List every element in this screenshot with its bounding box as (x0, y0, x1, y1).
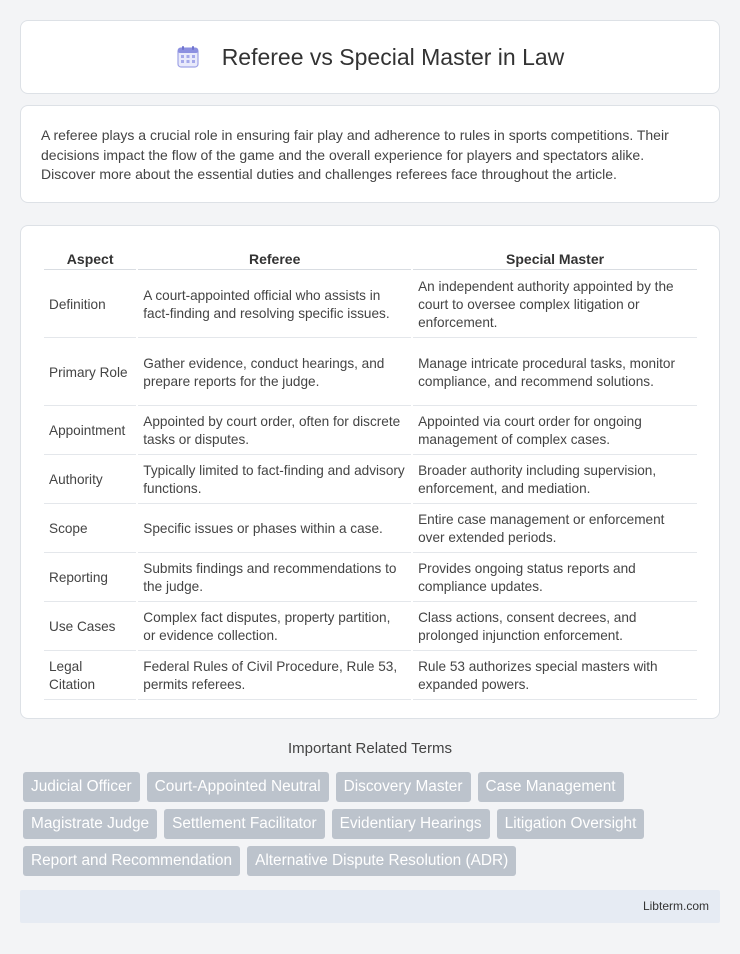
related-terms-title: Important Related Terms (288, 740, 452, 757)
cell-aspect: Authority (44, 457, 136, 504)
page-title: Referee vs Special Master in Law (221, 43, 565, 70)
table-row (44, 506, 697, 553)
table-header-row (44, 248, 697, 270)
cell-special-master: Broader authority including supervision, enforcement, and mediation. (413, 457, 697, 504)
related-term-tag[interactable]: Discovery Master (336, 772, 471, 802)
related-term-tag[interactable]: Court-Appointed Neutral (147, 772, 329, 802)
cell-referee: Federal Rules of Civil Procedure, Rule 53, permits referees. (138, 653, 411, 700)
related-term-tag[interactable]: Magistrate Judge (23, 809, 157, 839)
cell-aspect: Primary Role (44, 340, 136, 406)
table-row (44, 408, 697, 455)
cell-referee: Appointed by court order, often for discrete tasks or disputes. (138, 408, 411, 455)
cell-referee: Typically limited to fact-finding and advisory functions. (138, 457, 411, 504)
footer-site-link[interactable]: Libterm.com (642, 899, 709, 913)
related-term-tag[interactable]: Case Management (478, 772, 624, 802)
header-special-master: Special Master (413, 248, 697, 270)
cell-aspect: Reporting (44, 555, 136, 602)
intro-text: A referee plays a crucial role in ensuring fair play and adherence to rules in sports competitions. Their decisions impact the flow of the game and the overall experience for players and spectators alike. Discover more about the essential duties and challenges referees face throughout the article. (41, 127, 669, 182)
table-row (44, 604, 697, 651)
related-term-tag[interactable]: Litigation Oversight (497, 809, 645, 839)
table-row (44, 653, 697, 700)
header-aspect: Aspect (44, 248, 136, 270)
cell-special-master: Rule 53 authorizes special masters with expanded powers. (413, 653, 697, 700)
cell-referee: Gather evidence, conduct hearings, and prepare reports for the judge. (138, 340, 411, 406)
table-row (44, 340, 697, 406)
related-term-tag[interactable]: Settlement Facilitator (164, 809, 325, 839)
cell-special-master: Class actions, consent decrees, and prolonged injunction enforcement. (413, 604, 697, 651)
cell-aspect: Definition (44, 272, 136, 338)
cell-special-master: Entire case management or enforcement over extended periods. (413, 506, 697, 553)
table-row (44, 457, 697, 504)
cell-referee: A court-appointed official who assists in fact-finding and resolving specific issues. (138, 272, 411, 338)
comparison-table (42, 246, 699, 702)
related-term-tag[interactable]: Judicial Officer (23, 772, 140, 802)
calendar-grid-icon (176, 45, 200, 69)
table-row (44, 555, 697, 602)
cell-special-master: Appointed via court order for ongoing management of complex cases. (413, 408, 697, 455)
table-row (44, 272, 697, 338)
cell-special-master: Provides ongoing status reports and compliance updates. (413, 555, 697, 602)
footer (20, 890, 720, 923)
intro-card (20, 105, 720, 203)
cell-special-master: Manage intricate procedural tasks, monitor compliance, and recommend solutions. (413, 340, 697, 406)
cell-aspect: Legal Citation (44, 653, 136, 700)
cell-special-master: An independent authority appointed by the court to oversee complex litigation or enforcement. (413, 272, 697, 338)
header-referee: Referee (138, 248, 411, 270)
comparison-table-card (20, 225, 720, 719)
cell-aspect: Scope (44, 506, 136, 553)
related-term-tag[interactable]: Alternative Dispute Resolution (ADR) (247, 846, 516, 876)
cell-aspect: Appointment (44, 408, 136, 455)
related-terms-list (23, 772, 723, 876)
related-term-tag[interactable]: Report and Recommendation (23, 846, 240, 876)
cell-referee: Submits findings and recommendations to the judge. (138, 555, 411, 602)
title-card (20, 20, 720, 94)
related-term-tag[interactable]: Evidentiary Hearings (332, 809, 490, 839)
cell-referee: Complex fact disputes, property partition, or evidence collection. (138, 604, 411, 651)
cell-aspect: Use Cases (44, 604, 136, 651)
cell-referee: Specific issues or phases within a case. (138, 506, 411, 553)
